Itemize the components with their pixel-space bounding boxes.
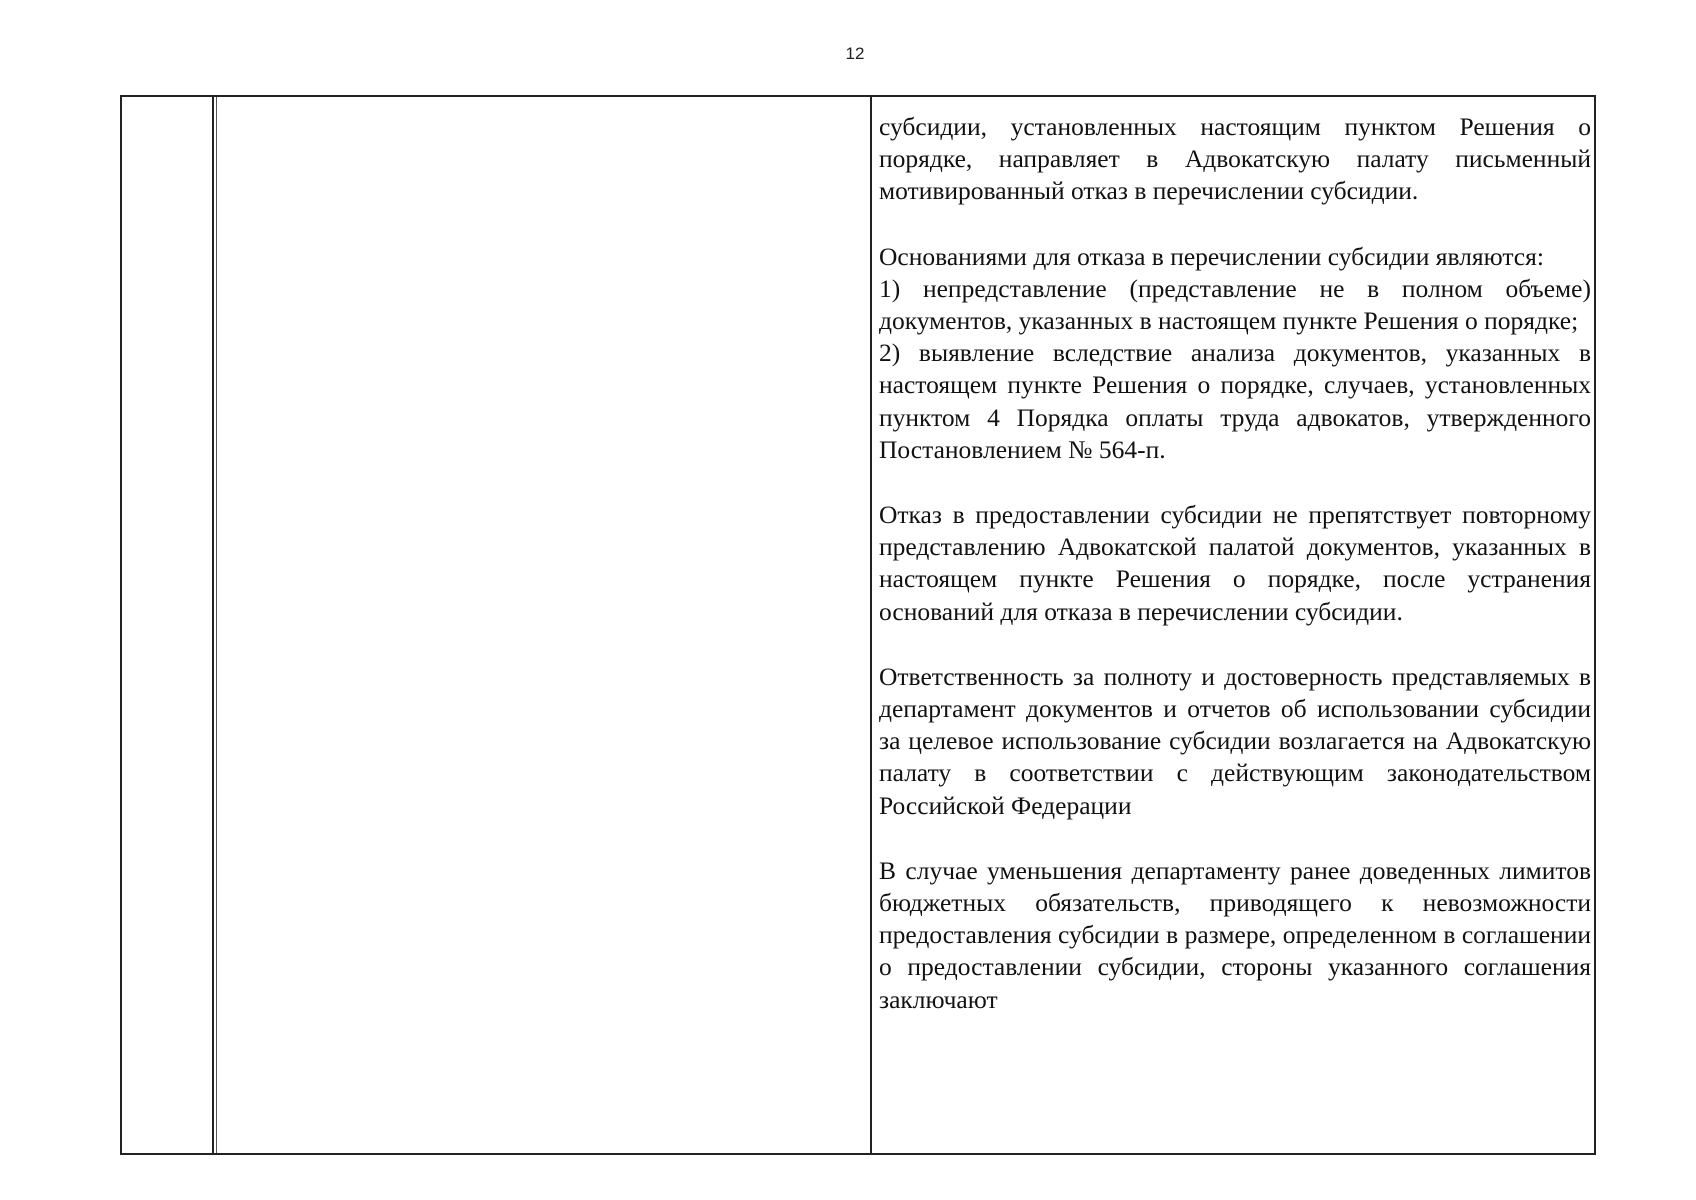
paragraph-responsibility: Ответственность за полноту и достоверность представляемых в департамент документов и отчетов об использовании субсидии за целевое использование субсидии возлагается на Адвокатскую палату в соответствии с действующим законодательством Российской Федерации <box>879 661 1591 820</box>
column-divider-1 <box>212 97 214 1153</box>
document-table <box>120 95 1596 1155</box>
paragraph-grounds-item-1: 1) непредставление (представление не в полном объеме) документов, указанных в настоящем пункте Решения о порядке; <box>879 273 1591 336</box>
column-divider-1-inner <box>216 97 217 1153</box>
paragraph-resubmission: Отказ в предоставлении субсидии не препятствует повторному представлению Адвокатской палатой документов, указанных в настоящем пункте Решения о порядке, после устранения оснований для отказа в перечислении субсидии. <box>879 500 1591 626</box>
paragraph-grounds-item-2: 2) выявление вследствие анализа документов, указанных в настоящем пункте Решения о порядке, случаев, установленных пунктом 4 Порядка оплаты труда адвокатов, утвержденного Постановлением № 564-п. <box>879 338 1591 464</box>
table-cell-text <box>879 111 1591 1049</box>
paragraph-grounds-intro: Основаниями для отказа в перечислении субсидии являются: <box>879 241 1544 271</box>
paragraph-refusal-notice: субсидии, установленных настоящим пунктом Решения о порядке, направляет в Адвокатскую палату письменный мотивированный отказ в перечислении субсидии. <box>879 112 1591 206</box>
page-number: 12 <box>845 44 865 63</box>
column-divider-2 <box>870 97 872 1153</box>
paragraph-limits-reduction: В случае уменьшения департаменту ранее доведенных лимитов бюджетных обязательств, приводящего к невозможности предоставления субсидии в размере, определенном в соглашении о предоставлении субсидии, стороны указанного соглашения заключают <box>879 855 1591 1014</box>
